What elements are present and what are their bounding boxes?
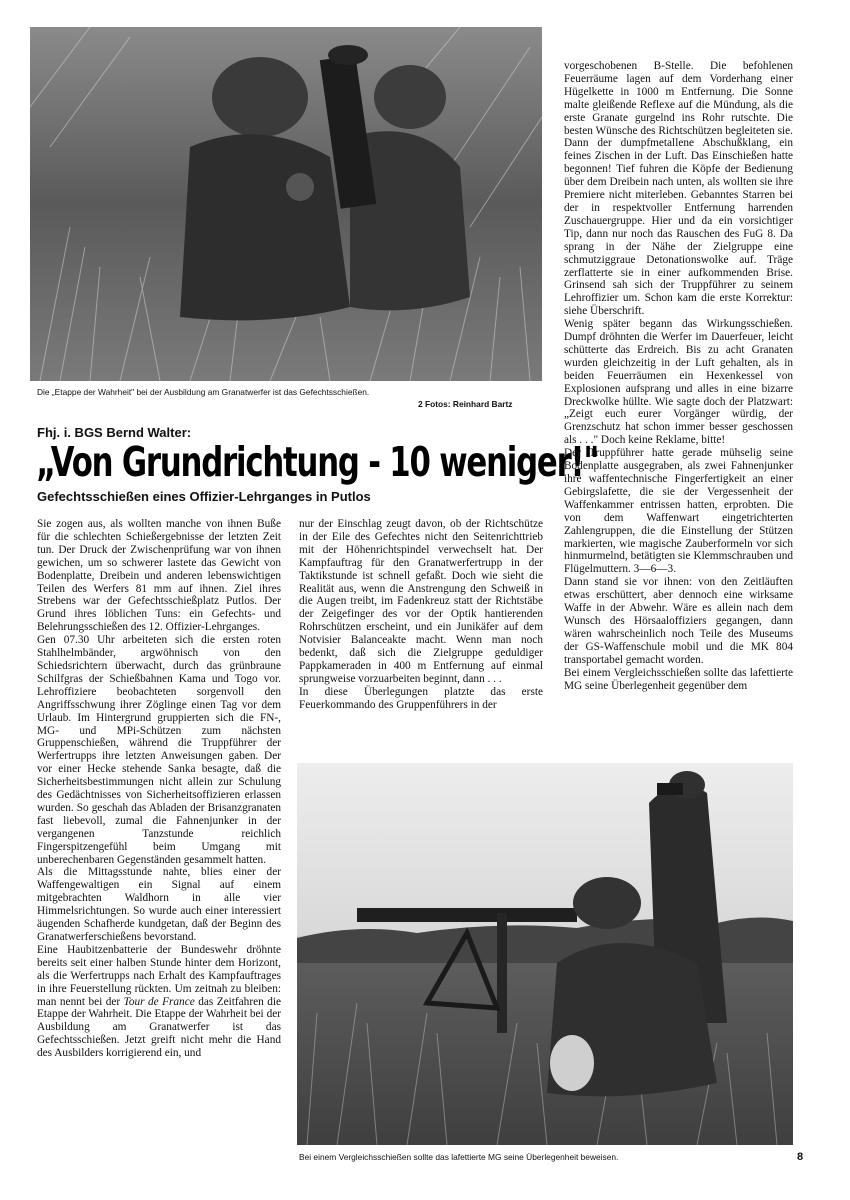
paragraph: Sie zogen aus, als wollten manche von ihnen Buße für die schlechten Schießergebnisse der letzten Zeit tun. Der Druck der Zwischenprüfung war von ihnen gewichen, um so schwerer lastete das Gewicht von Bodenplatte, Dreibein und anderen lebenswichtigen Teilen des Werfers 81 mm auf ihnen. Ziel ihres Strebens war der Gefechtsschießplatz Putlos. Der Grund ihres löblichen Tuns: ein Gefechts- und Belehrungsschießen des 12. Offizier-Lehrganges. xyxy=(37,518,281,634)
paragraph-text: Eine Haubitzenbatterie der Bundeswehr dröhnte bereits seit einer halben Stunde hinter dem Horizont, als die Werfertrupps nach Erhalt des Kampfauftrages in ihre Feuerstellung rückten. Um zeitnah zu bleiben: man nennt bei der xyxy=(37,943,281,1008)
paragraph: Dann stand sie vor ihnen: von den Zeitläuften etwas erschüttert, aber dennoch eine wirksame Waffe in der Abwehr. Wäre es allein nach dem Wunsch des Hörsaaloffiziers gegangen, dann wären wahrscheinlich noch Teile des Museums der GS-Waffenschule mobil und die MK 804 transportabel gemacht worden. xyxy=(564,576,793,666)
paragraph: nur der Einschlag zeugt davon, ob der Richtschütze in der Eile des Gefechtes nicht den Seitenrichttrieb mit der Höhenrichtspindel verwechselt hat. Der Kampfauftrag für den Granatwerfertrupp in der Taktikstunde ist schnell gefaßt. Doch wie sieht die Realität aus, wenn die Anstrengung den Schweiß in die Augen treibt, im Fadenkreuz statt der Richtstäbe der Zeigefinger des vor der Optik hantierenden Rohrschützen erscheint, und ein Junikäfer auf dem Notvisier Balanceakte macht. Wenn man noch bedenkt, daß sich die Zielgruppe geduldiger Pappkameraden in 400 m Entfernung auf einmal sprungweise vorzuarbeiten beginnt, dann . . . xyxy=(299,518,543,685)
article-subheadline: Gefechtsschießen eines Offizier-Lehrganges in Putlos xyxy=(37,489,371,504)
italic-term: Tour de France xyxy=(123,995,195,1008)
top-photo xyxy=(30,27,542,381)
top-photo-image xyxy=(30,27,542,381)
paragraph: Bei einem Vergleichsschießen sollte das lafettierte MG seine Überlegenheit gegenüber dem xyxy=(564,666,793,692)
photo-credit: 2 Fotos: Reinhard Bartz xyxy=(418,399,513,409)
paragraph: Der Truppführer hatte gerade mühselig seine Bodenplatte ausgegraben, als zwei Fahnenjunker ihre waffentechnische Fingerfertigkeit an einer Gebirgslafette, die sie der Vergessenheit der Waffenkammer entrissen hatten, erprobten. Die von dem Waffenwart eingetrichterten Zahlengruppen, die die Einstellung der Stützen markierten, wie magische Zauberformeln vor sich hinmurmelnd, betätigten sie Klemmschrauben und Flügelmuttern. 3—6—3. xyxy=(564,447,793,576)
paragraph: Als die Mittagsstunde nahte, blies einer der Waffengewaltigen ein Signal auf einem mitgebrachten Waldhorn in alle vier Himmelsrichtungen. So wurde auch einer interessiert äugenden Schafherde kundgetan, daß der Beginn des Granatwerferschießens bevorstand. xyxy=(37,866,281,943)
paragraph xyxy=(37,944,281,1060)
bottom-photo xyxy=(297,763,793,1145)
bottom-photo-caption: Bei einem Vergleichsschießen sollte das lafettierte MG seine Überlegenheit beweisen. xyxy=(299,1152,619,1162)
text-column-3 xyxy=(564,60,793,692)
paragraph: vorgeschobenen B-Stelle. Die befohlenen Feuerräume lagen auf dem Vorderhang einer Hügelkette in 1000 m Entfernung. Die Sonne malte gleißende Reflexe auf die Mündung, als die erste Granate gurgelnd ins Rohr rutschte. Die besten Wünsche des Richtschützen begleiteten sie. Dann der dumpfmetallene Abschußklang, ein feines Zischen in der Luft. Das Einschießen hatte begonnen! Tief fuhren die Köpfe der Bedienung über dem Dreibein nach unten, als wollten sie ihre Premiere nicht miterleben. Gebanntes Starren bei der in respektvoller Entfernung harrenden Zuschauergruppe. Hier und da ein vorsichtiger Tip, dann nur noch das Rauschen des FuG 8. Da sprang in der Nähe der Zielgruppe eine schmutziggraue Detonationswolke auf. Träge zerflatterte sie in einer aufkommenden Brise. Grinsend sah sich der Truppführer zu seinem Lehroffizier um. Schon kam die erste Korrektur: siehe Überschrift. xyxy=(564,60,793,318)
page-number: 8 xyxy=(797,1151,804,1163)
paragraph: Wenig später begann das Wirkungsschießen. Dumpf dröhnten die Werfer im Dauerfeuer, leicht schütterte das Erdreich. Bis zu acht Granaten wurden gleichzeitig in der Luft gehalten, als in beiden Feuerräumen ein Hexenkessel von Explosionen aufsprang und alles in eine bizarre Dreckwolke hüllte. Wie sagte doch der Platzwart: „Zeigt euch eurer Vorgänger würdig, der Grenzschutz hat schon immer besser geschossen als . . ." Doch keine Reklame, bitte! xyxy=(564,318,793,447)
author-byline: Fhj. i. BGS Bernd Walter: xyxy=(37,425,192,440)
text-column-2 xyxy=(299,518,543,712)
top-photo-caption: Die „Etappe der Wahrheit" bei der Ausbildung am Granatwerfer ist das Gefechtsschießen. xyxy=(37,387,370,397)
paragraph: Gen 07.30 Uhr arbeiteten sich die ersten roten Stahlhelmbänder, argwöhnisch von den Schiedsrichtern überwacht, durch das grünbraune Schilfgras der Schießbahnen Kama und Togo vor. Lehroffiziere beobachteten sorgenvoll den Angriffsschwung ihrer Zöglinge einen Tag vor dem Urlaub. Im Hintergrund gruppierten sich die FN-, MG- und MPi-Schützen zum nächsten Gruppenschießen, während die Truppführer der Werfertrupps ihre letzten Anweisungen gaben. Der vor einer Hecke stehende Sanka besagte, daß die Sicherheitsbestimmungen nicht allein zur Schulung des Gedächtnisses von Sicherheitsoffizieren erlassen wurden. So geschah das Abladen der Brisanzgranaten fast liebevoll, zumal die Fahnenjunker in der vergangenen Tanzstunde reichlich Fingerspitzengefühl beim Umgang mit unberechenbaren Gegenständen gesammelt hatten. xyxy=(37,634,281,866)
paragraph: In diese Überlegungen platzte das erste Feuerkommando des Gruppenführers in der xyxy=(299,685,543,711)
paragraph-text: das Zeitfahren die Etappe der Wahrheit. Die Etappe der Wahrheit bei der Ausbildung am Granatwerfer ist das Gefechtsschießen. Jetzt greift nicht mehr die Hand des Ausbilders korrigierend ein, und xyxy=(37,995,281,1060)
article-headline: „Von Grundrichtung - 10 weniger!" xyxy=(36,438,599,486)
text-column-1 xyxy=(37,518,281,1060)
bottom-photo-image xyxy=(297,763,793,1145)
